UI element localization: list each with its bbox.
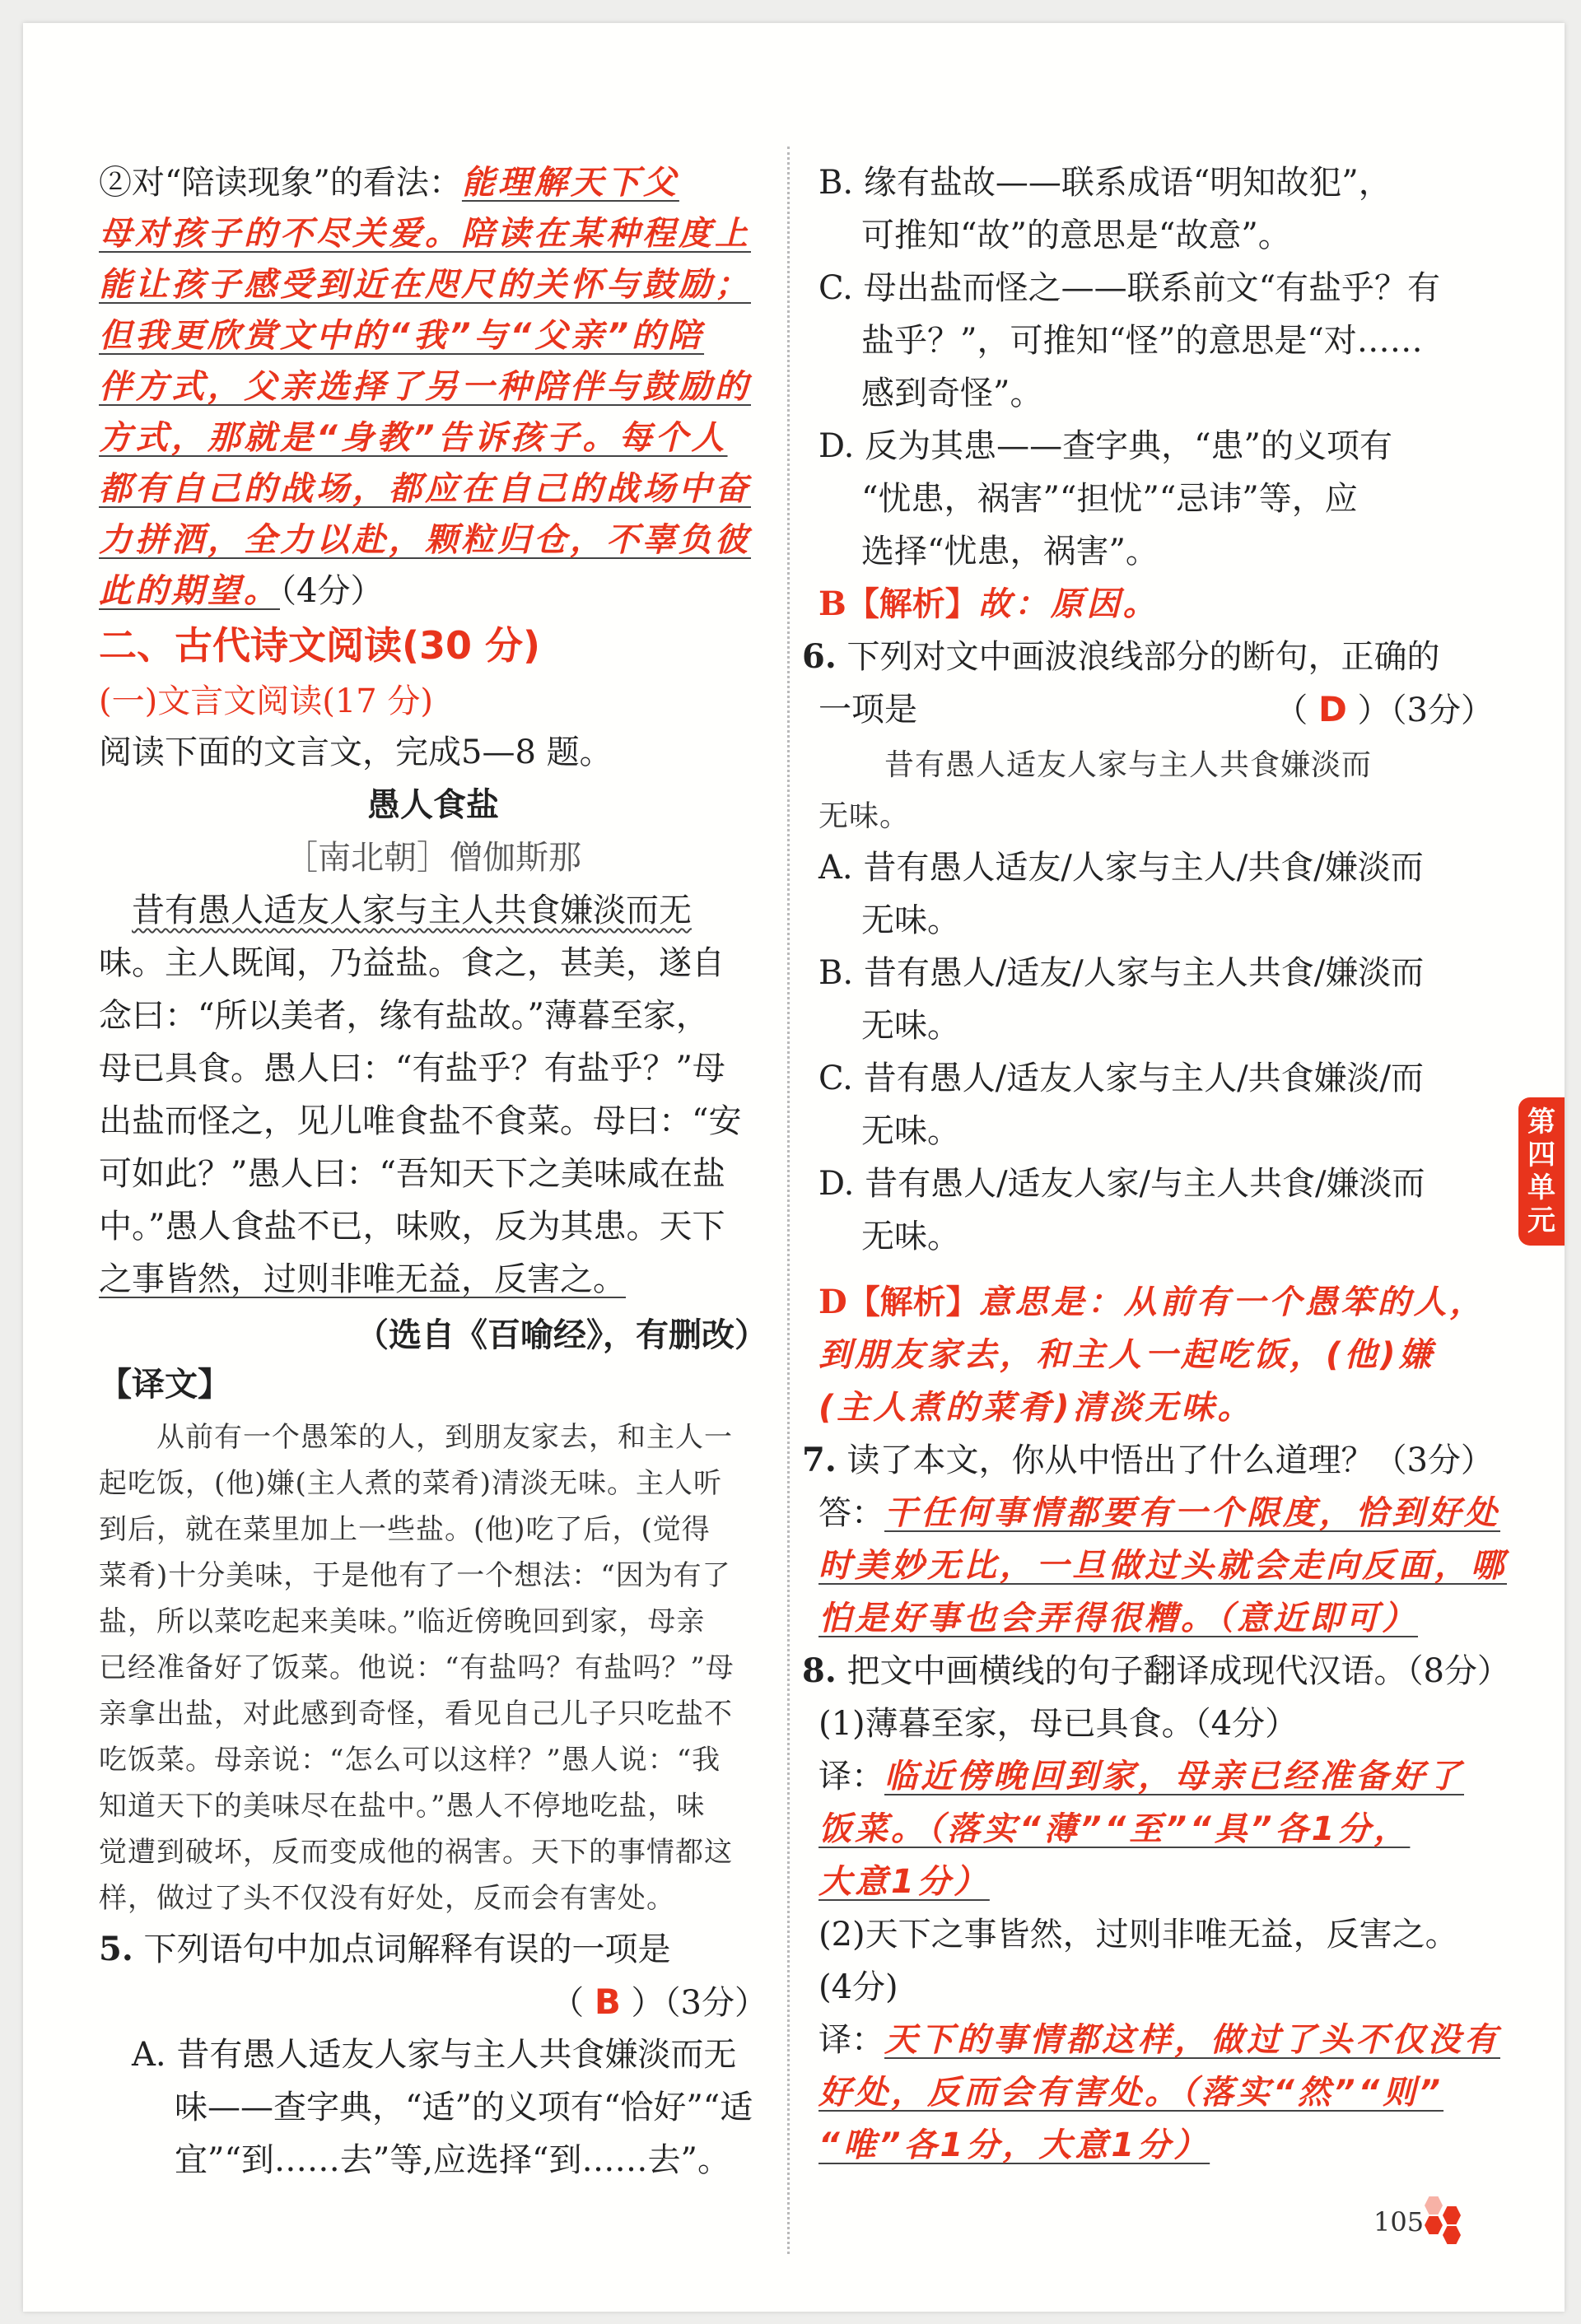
translation-line: 起吃饭，(他)嫌(主人煮的菜肴)清淡无味。主人听: [99, 1467, 723, 1500]
passage-author: ［南北朝］僧伽斯那: [285, 839, 581, 877]
q7-answer-line: 答：干任何事情都要有一个限度，恰到好处: [818, 1494, 1500, 1532]
q8-1-answer-line: 饭菜。（落实“薄”“至”“具”各1分，: [818, 1810, 1411, 1848]
q6-option-line: 无味。: [861, 1007, 960, 1045]
q4-answer-line: 方式，那就是“身教”告诉孩子。每个人: [99, 419, 728, 457]
q6-sentence-line: 无味。: [818, 799, 911, 833]
passage-line: 可如此？”愚人曰：“吾知天下之美味咸在盐: [99, 1155, 725, 1193]
q6-option-line: C. 昔有愚人/适友人家与主人/共食嫌淡/而: [818, 1060, 1425, 1097]
q6-explanation-line: 到朋友家去，和主人一起吃饭，(他)嫌: [818, 1336, 1435, 1374]
q8-2-answer-line: 好处，反而会有害处。（落实“然”“则”: [818, 2074, 1444, 2112]
passage-line: 念曰：“所以美者，缘有盐故。”薄暮至家，: [99, 997, 709, 1035]
book-page: [23, 23, 1565, 2312]
q8-part-1: (1)薄暮至家，母已具食。（4分）: [818, 1705, 1299, 1743]
q7-answer-line: 怕是好事也会弄得很糟。（意近即可）: [818, 1600, 1418, 1637]
passage-line: 母已具食。愚人曰：“有盐乎？有盐乎？”母: [99, 1050, 725, 1087]
q8-1-answer-line: 大意1分）: [818, 1863, 990, 1901]
passage-line: 之事皆然，过则非唯无益，反害之。: [99, 1260, 626, 1298]
translation-line: 亲拿出盐，对此感到奇怪，看见自己儿子只吃盐不: [99, 1698, 733, 1730]
section-title: 二、古代诗文阅读(30 分): [99, 623, 541, 668]
q5-option-line: A. 昔有愚人适友人家与主人共食嫌淡而无: [132, 2036, 737, 2074]
q5-option-line: 感到奇怪”。: [861, 375, 1043, 412]
q5-option-line: 选择“忧患，祸害”。: [861, 533, 1159, 571]
passage-line: 出盐而怪之，见儿唯食盐不食菜。母曰：“安: [99, 1102, 742, 1140]
q8-1-answer-line: 译：临近傍晚回到家，母亲已经准备好了: [818, 1758, 1464, 1795]
q5-answer: B: [594, 1982, 621, 2022]
q5-option-line: C. 母出盐而怪之——联系前文“有盐乎？有: [818, 269, 1441, 307]
translation-line: 从前有一个愚笨的人，到朋友家去，和主人一: [156, 1421, 733, 1454]
page-number: 105: [1373, 2206, 1425, 2238]
q4-answer-line: 都有自己的战场，都应在自己的战场中奋: [99, 470, 751, 508]
question-7: 7. 读了本文，你从中悟出了什么道理？（3分）: [802, 1441, 1494, 1479]
q6-option-line: D. 昔有愚人/适友人家/与主人共食/嫌淡而: [818, 1165, 1425, 1203]
q6-explanation: D【解析】意思是：从前有一个愚笨的人，: [818, 1283, 1486, 1321]
translation-line: 样，做过了头不仅没有好处，反而会有害处。: [99, 1882, 675, 1915]
passage-source: （选自《百喻经》，有删改）: [356, 1316, 767, 1354]
q6-sentence-line: 昔有愚人适友人家与主人共食嫌淡而: [884, 748, 1373, 782]
passage-title: 愚人食盐: [367, 786, 499, 824]
question-5: 5. 下列语句中加点词解释有误的一项是: [99, 1930, 671, 1968]
q6-answer-row: 一项是 （ D ）（3分）: [818, 689, 1494, 729]
q5-option-line: 盐乎？”，可推知“怪”的意思是“对……: [861, 322, 1423, 360]
q5-option-line: D. 反为其患——查字典，“患”的义项有: [818, 427, 1392, 465]
q4-answer-line: 但我更欣赏文中的“我”与“父亲”的陪: [99, 317, 705, 355]
q6-option-line: 无味。: [861, 1218, 960, 1255]
q5-explanation: B【解析】故：原因。: [818, 584, 1159, 623]
q4-answer-line: 此的期望。（4分）: [99, 572, 384, 610]
q8-part-2-score: (4分): [818, 1968, 898, 2006]
q4-answer-line: 伴方式，父亲选择了另一种陪伴与鼓励的: [99, 368, 751, 406]
q6-option-line: 无味。: [861, 1112, 960, 1150]
unit-tab: 第 四 单 元: [1518, 1097, 1565, 1246]
passage-line: 中。”愚人食盐不已，味败，反为其患。天下: [99, 1208, 725, 1246]
q6-option-line: B. 昔有愚人/适友/人家与主人共食/嫌淡而: [818, 954, 1425, 992]
q6-explanation-line: (主人煮的菜肴)清淡无味。: [818, 1389, 1254, 1427]
translation-label: 【译文】: [99, 1366, 231, 1404]
q5-answer-row: （ B ）（3分）: [551, 1982, 767, 2022]
q8-part-2: (2)天下之事皆然，过则非唯无益，反害之。: [818, 1916, 1458, 1954]
q7-answer-line: 时美妙无比，一旦做过头就会走向反面，哪: [818, 1547, 1507, 1585]
question-6: 6. 下列对文中画波浪线部分的断句，正确的: [802, 637, 1440, 676]
q5-option-line: 味——查字典，“适”的义项有“恰好”“适: [175, 2089, 753, 2126]
q5-option-line: B. 缘有盐故——联系成语“明知故犯”，: [818, 164, 1392, 202]
translation-line: 已经准备好了饭菜。他说：“有盐吗？有盐吗？”母: [99, 1651, 735, 1684]
q4-answer-line: 力拼洒，全力以赴，颗粒归仓，不辜负彼: [99, 521, 751, 559]
translation-line: 觉遭到破坏，反而变成他的祸害。天下的事情都这: [99, 1836, 733, 1869]
q6-option-line: A. 昔有愚人适友/人家与主人/共食/嫌淡而: [818, 849, 1424, 887]
q6-option-line: 无味。: [861, 901, 960, 939]
q5-option-line: 可推知“故”的意思是“故意”。: [861, 217, 1291, 254]
q5-option-line: “忧患，祸害”“担忧”“忌讳”等，应: [861, 480, 1358, 518]
q6-answer: D: [1318, 689, 1347, 729]
q4-answer-line: ②对“陪读现象”的看法：能理解天下父: [99, 164, 679, 202]
sub-title: (一)文言文阅读(17 分): [99, 682, 434, 720]
q4-answer-line: 能让孩子感受到近在咫尺的关怀与鼓励；: [99, 266, 751, 304]
passage-line: 昔有愚人适友人家与主人共食嫌淡而无: [132, 892, 692, 929]
question-8: 8. 把文中画横线的句子翻译成现代汉语。（8分）: [802, 1651, 1510, 1690]
translation-line: 到后，就在菜里加上一些盐。(他)吃了后，(觉得: [99, 1513, 711, 1546]
instruction: 阅读下面的文言文，完成5—8 题。: [99, 734, 613, 771]
q8-2-answer-line: 译：天下的事情都这样，做过了头不仅没有: [818, 2021, 1500, 2059]
q4-answer-line: 母对孩子的不尽关爱。陪读在某种程度上: [99, 215, 751, 253]
column-divider: [787, 147, 790, 2254]
q5-option-line: 宜”“到……去”等,应选择“到……去”。: [175, 2141, 730, 2179]
translation-line: 吃饭菜。母亲说：“怎么可以这样？”愚人说：“我: [99, 1744, 721, 1777]
translation-line: 知道天下的美味尽在盐中。”愚人不停地吃盐，味: [99, 1790, 706, 1823]
translation-line: 盐，所以菜吃起来美味。”临近傍晚回到家，母亲: [99, 1605, 706, 1638]
translation-line: 菜肴)十分美味，于是他有了一个想法：“因为有了: [99, 1559, 731, 1592]
passage-line: 味。主人既闻，乃益盐。食之，甚美，遂自: [99, 944, 725, 982]
q8-2-answer-line: “唯”各1分，大意1分）: [818, 2126, 1210, 2164]
